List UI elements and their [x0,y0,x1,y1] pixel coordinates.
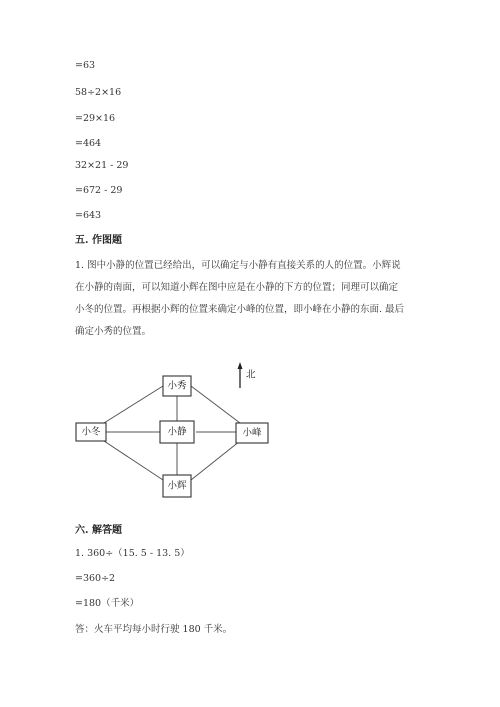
calc-line-7: =643 [75,210,102,221]
paragraph-line: 1. 图中小静的位置已经给出，可以确定与小静有直接关系的人的位置。小辉说 [75,260,401,271]
answer-line-2: =360÷2 [75,573,116,584]
node-west [76,423,106,441]
node-north-label: 小秀 [167,380,187,392]
calc-line-1: =63 [75,60,96,71]
node-east [236,423,268,443]
paragraph-line: 确定小秀的位置。 [75,326,152,337]
paragraph-line: 小冬的位置。再根据小辉的位置来确定小峰的位置，即小峰在小静的东面. 最后 [75,304,405,315]
node-east-label: 小峰 [242,427,262,439]
calc-line-4: =464 [75,138,102,149]
section-heading-drawing: 五. 作图题 [75,235,122,246]
calc-line-5: 32×21 - 29 [75,160,129,171]
paragraph-line: 在小静的南面，可以知道小辉在图中应是在小静的下方的位置；同理可以确定 [75,282,399,293]
node-north [163,376,191,396]
section-heading-answers: 六. 解答题 [75,525,122,536]
answer-line-3: =180（千米） [75,598,140,609]
calc-line-2: 58÷2×16 [75,87,122,98]
node-center-label: 小静 [167,426,187,438]
connector-north-west [104,386,163,423]
connector-east-south [191,441,240,480]
north-label: 北 [246,369,256,381]
node-west-label: 小冬 [81,426,101,438]
answer-line-1: 1. 360÷（15. 5 - 13. 5） [75,548,190,559]
calc-line-3: =29×16 [75,113,116,124]
node-south [163,475,191,497]
connector-west-south [104,441,163,480]
calc-line-6: =672 - 29 [75,185,123,196]
answer-line-4: 答：火车平均每小时行驶 180 千米。 [75,624,233,635]
connector-north-east [191,386,240,423]
north-arrowhead-icon [238,362,243,369]
node-center [160,421,194,443]
node-south-label: 小辉 [167,480,187,492]
